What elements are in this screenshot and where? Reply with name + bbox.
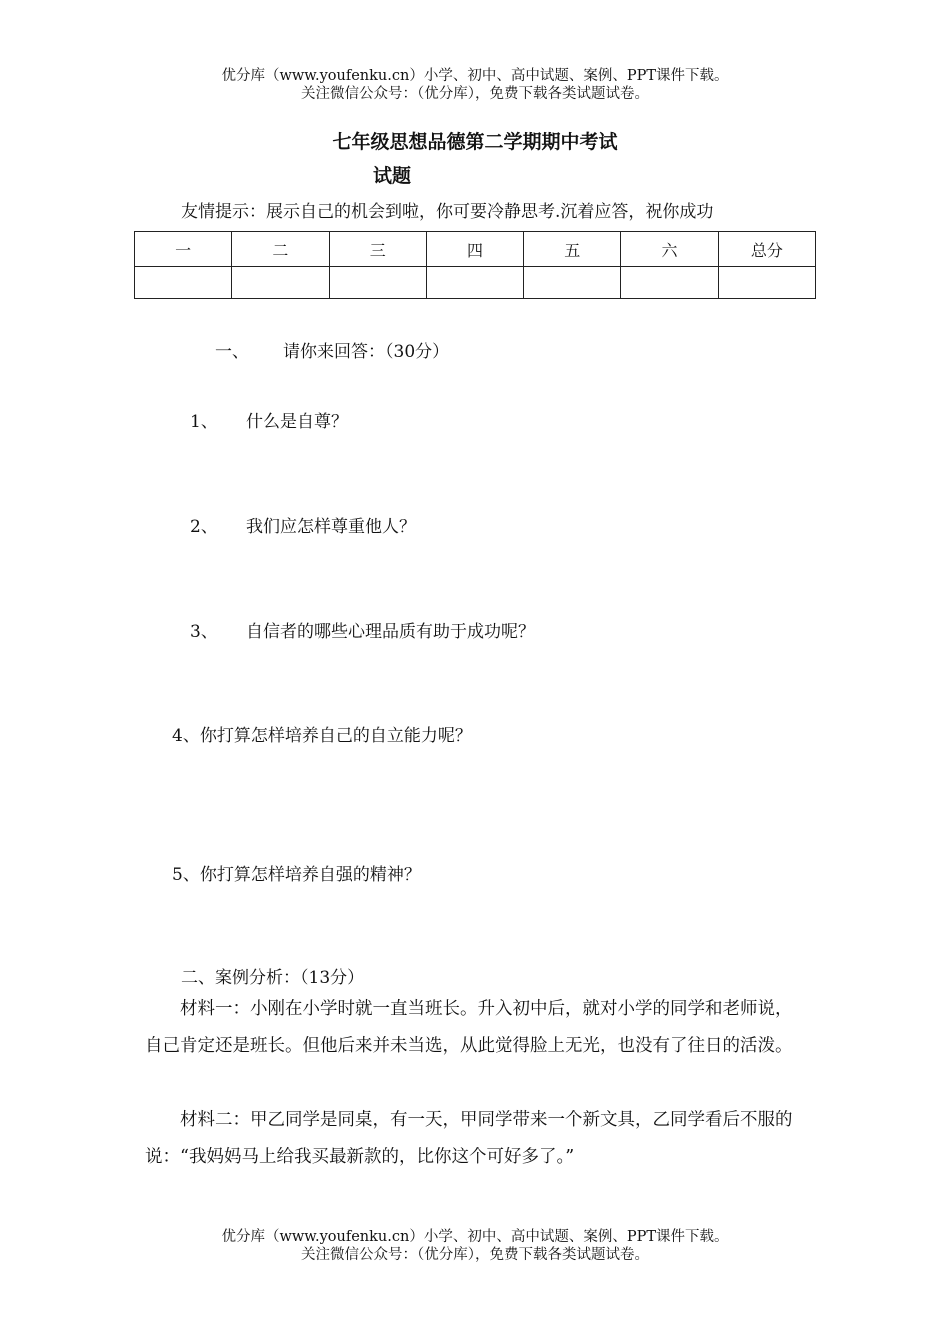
score-header-cell: 二 bbox=[232, 232, 329, 267]
question-text: 你打算怎样培养自强的精神？ bbox=[199, 865, 421, 885]
question-4 bbox=[172, 721, 472, 746]
question-number: 3、 bbox=[190, 622, 218, 642]
score-value-cell bbox=[426, 267, 523, 299]
exam-subtitle: 试题 bbox=[373, 165, 412, 187]
question-text: 我们应怎样尊重他人？ bbox=[246, 517, 416, 537]
score-table-value-row bbox=[135, 267, 816, 299]
score-header-cell: 一 bbox=[135, 232, 232, 267]
score-value-cell bbox=[524, 267, 621, 299]
score-table bbox=[134, 231, 816, 299]
section1-title: 请你来回答：（30分） bbox=[283, 342, 450, 362]
section1-heading bbox=[215, 337, 449, 362]
score-value-cell bbox=[621, 267, 718, 299]
score-header-cell: 三 bbox=[329, 232, 426, 267]
question-text: 什么是自尊？ bbox=[246, 412, 348, 432]
question-number: 2、 bbox=[190, 517, 218, 537]
score-header-cell: 六 bbox=[621, 232, 718, 267]
material-1: 材料一：小刚在小学时就一直当班长。升入初中后，就对小学的同学和老师说，自己肯定还是班长。但他后来并未当选，从此觉得脸上无光，也没有了往日的活泼。 bbox=[145, 999, 793, 1056]
footer-line-1: 优分库（www.youfenku.cn）小学、初中、高中试题、案例、PPT课件下载。 bbox=[221, 1229, 729, 1245]
score-header-cell: 总分 bbox=[718, 232, 815, 267]
score-table-header-row bbox=[135, 232, 816, 267]
question-1 bbox=[190, 407, 348, 432]
score-value-cell bbox=[718, 267, 815, 299]
question-number: 1、 bbox=[190, 412, 218, 432]
question-text: 自信者的哪些心理品质有助于成功呢？ bbox=[246, 622, 535, 642]
section1-number: 一、 bbox=[215, 342, 249, 362]
score-header-cell: 五 bbox=[524, 232, 621, 267]
question-number: 4、 bbox=[172, 726, 200, 746]
score-value-cell bbox=[135, 267, 232, 299]
material-2: 材料二：甲乙同学是同桌，有一天，甲同学带来一个新文具，乙同学看后不服的说：“我妈妈马上给我买最新款的，比你这个可好多了。” bbox=[145, 1110, 793, 1167]
header-line-2: 关注微信公众号：（优分库），免费下载各类试题试卷。 bbox=[301, 86, 649, 102]
score-value-cell bbox=[329, 267, 426, 299]
header-line-1: 优分库（www.youfenku.cn）小学、初中、高中试题、案例、PPT课件下载。 bbox=[221, 68, 729, 84]
score-header-cell: 四 bbox=[426, 232, 523, 267]
exam-title: 七年级思想品德第二学期期中考试 bbox=[332, 131, 618, 153]
section2-heading: 二、案例分析：（13分） bbox=[181, 968, 365, 988]
footer-line-2: 关注微信公众号：（优分库），免费下载各类试题试卷。 bbox=[301, 1247, 649, 1263]
question-2 bbox=[190, 512, 416, 537]
friendly-tip: 友情提示：展示自己的机会到啦，你可要冷静思考.沉着应答，祝你成功 bbox=[181, 202, 714, 222]
question-5 bbox=[172, 860, 421, 885]
score-value-cell bbox=[232, 267, 329, 299]
question-text: 你打算怎样培养自己的自立能力呢？ bbox=[199, 726, 472, 746]
question-3 bbox=[190, 617, 535, 642]
question-number: 5、 bbox=[172, 865, 200, 885]
